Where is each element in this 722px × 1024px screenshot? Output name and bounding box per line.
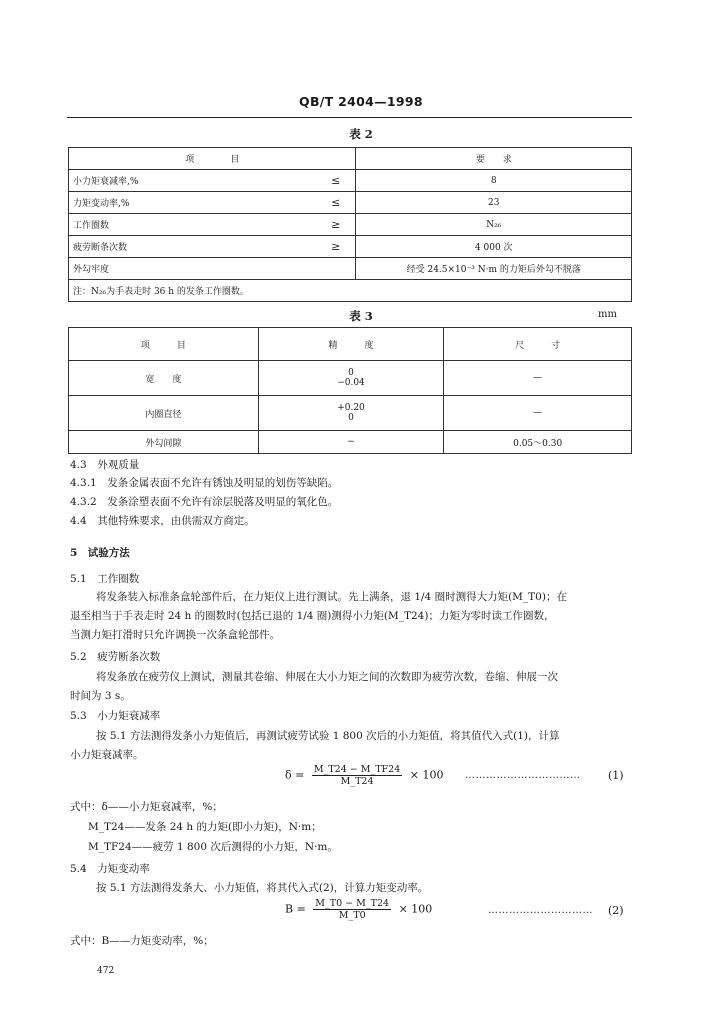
section-4-4: 4.4 其他特殊要求，由供需双方商定。	[70, 515, 255, 527]
table-row	[69, 192, 632, 214]
table-row	[69, 361, 632, 396]
table3-header-row	[69, 328, 632, 361]
table2-item: 疲劳断条次数	[69, 236, 317, 258]
section-5-2-title: 5.2 疲劳断条次数	[70, 651, 161, 663]
page-number: 472	[97, 966, 115, 976]
table2-header-row	[69, 148, 632, 170]
formula-1-denominator: M_T24	[340, 776, 374, 787]
table2-value: 23	[356, 192, 632, 214]
section-5-4-title: 5.4 力矩变动率	[70, 863, 150, 875]
formula-2-denominator: M_T0	[338, 910, 366, 921]
prec-upper: −	[347, 437, 355, 447]
section-5-3-where: 式中：δ——小力矩衰减率，%；	[70, 801, 223, 813]
table2-sym	[316, 258, 356, 280]
section-5-2-line2: 时间为 3 s。	[70, 690, 131, 702]
table2-head-item: 项 目	[69, 148, 356, 170]
table2-sym: ≥	[316, 214, 356, 236]
section-4-3-1: 4.3.1 发条金属表面不允许有锈蚀及明显的划伤等缺陷。	[70, 477, 339, 489]
table2-value: 经受 24.5×10⁻³ N·m 的力矩后外勾不脱落	[356, 258, 632, 280]
table2-item: 力矩变动率,%	[69, 192, 317, 214]
section-5-title: 5 试验方法	[70, 547, 130, 559]
section-5-1-line3: 当测力矩打滑时只允许调换一次条盒轮部件。	[70, 629, 280, 641]
formula-2-leader: …………………………	[488, 905, 593, 916]
section-5-1-title: 5.1 工作圈数	[70, 573, 140, 585]
section-5-1-line1: 将发条装入标准条盒轮部件后，在力矩仪上进行测试。先上满条，退 1/4 圈时测得大力矩(M_T0)；在	[96, 591, 567, 603]
table2-sym: ≤	[316, 170, 356, 192]
table-row	[69, 396, 632, 431]
formula-2	[285, 898, 432, 921]
section-5-3-line2: 小力矩衰减率。	[70, 749, 144, 761]
table-row	[69, 431, 632, 454]
formula-1-leader: ……………………………	[465, 770, 581, 781]
table2	[68, 147, 632, 302]
table2-value: 4 000 次	[356, 236, 632, 258]
section-5-4-where: 式中：B——力矩变动率，%；	[70, 935, 214, 947]
table2-note: 注：N₂₆为手表走时 36 h 的发条工作圈数。	[69, 280, 632, 302]
table3-unit: mm	[598, 309, 617, 320]
table3-prec	[258, 431, 444, 454]
formula-2-fraction	[313, 898, 391, 921]
table2-sym: ≥	[316, 236, 356, 258]
table3-item: 宽 度	[69, 361, 259, 396]
table2-value: 8	[356, 170, 632, 192]
section-5-3-where1: M_T24——发条 24 h 的力矩(即小力矩)，N·m；	[88, 821, 322, 833]
formula-1-mult: × 100	[409, 768, 444, 782]
table3-head-item: 项 目	[69, 328, 259, 361]
table2-item: 工作圈数	[69, 214, 317, 236]
section-5-3-line1: 按 5.1 方法测得发条小力矩值后，再测试疲劳试验 1 800 次后的小力矩值，将其值代入式(1)，计算	[96, 730, 560, 742]
formula-2-number: (2)	[608, 904, 624, 917]
table-row	[69, 214, 632, 236]
table2-caption: 表 2	[349, 127, 373, 141]
section-4-3-2: 4.3.2 发条涂塑表面不允许有涂层脱落及明显的氧化色。	[70, 496, 339, 508]
table2-sym: ≤	[316, 192, 356, 214]
prec-upper: 0	[348, 368, 354, 378]
table3-size: —	[444, 396, 632, 431]
table3-prec	[258, 396, 444, 431]
formula-2-mult: × 100	[398, 902, 433, 916]
table2-note-row	[69, 280, 632, 302]
table3-item: 外勾间隙	[69, 431, 259, 454]
table3-size: 0.05～0.30	[444, 431, 632, 454]
table3-caption: 表 3	[349, 309, 373, 323]
table3-head-size: 尺 寸	[444, 328, 632, 361]
formula-1-number: (1)	[608, 769, 624, 782]
section-4-3-title: 4.3 外观质量	[70, 459, 140, 471]
formula-1	[285, 764, 443, 787]
section-5-3-where2: M_TF24——疲劳 1 800 次后测得的小力矩，N·m。	[88, 841, 338, 853]
table3-item: 内圈直径	[69, 396, 259, 431]
table3	[68, 327, 632, 454]
formula-1-fraction	[312, 764, 402, 787]
standard-number: QB/T 2404—1998	[299, 94, 423, 109]
formula-2-numerator: M_T0 − M_T24	[315, 898, 390, 909]
section-5-3-title: 5.3 小力矩衰减率	[70, 710, 161, 722]
table2-item: 小力矩衰减率,%	[69, 170, 317, 192]
formula-1-numerator: M_T24 − M_TF24	[313, 764, 401, 775]
table-row	[69, 170, 632, 192]
table2-head-req: 要 求	[356, 148, 632, 170]
formula-2-lhs: B =	[285, 902, 306, 916]
section-5-4-line1: 按 5.1 方法测得发条大、小力矩值，将其代入式(2)，计算力矩变动率。	[96, 882, 429, 894]
formula-1-lhs: δ =	[285, 768, 305, 782]
section-5-2-line1: 将发条放在疲劳仪上测试，测量其卷缩、伸展在大小力矩之间的次数即为疲劳次数，卷缩、伸展一次	[96, 671, 558, 683]
table2-item: 外勾牢度	[69, 258, 317, 280]
prec-lower: −0.04	[337, 378, 365, 388]
table3-size: —	[444, 361, 632, 396]
prec-lower: 0	[348, 413, 354, 423]
table3-prec	[258, 361, 444, 396]
table2-value: N₂₆	[356, 214, 632, 236]
table3-head-prec: 精 度	[258, 328, 444, 361]
section-5-1-line2: 退至相当于手表走时 24 h 的圈数时(包括已退的 1/4 圈)测得小力矩(M_T24)；力矩为零时读工作圈数，	[70, 610, 555, 622]
prec-upper: +0.20	[337, 403, 365, 413]
table-row	[69, 236, 632, 258]
header-rule	[67, 117, 632, 118]
table-row	[69, 258, 632, 280]
